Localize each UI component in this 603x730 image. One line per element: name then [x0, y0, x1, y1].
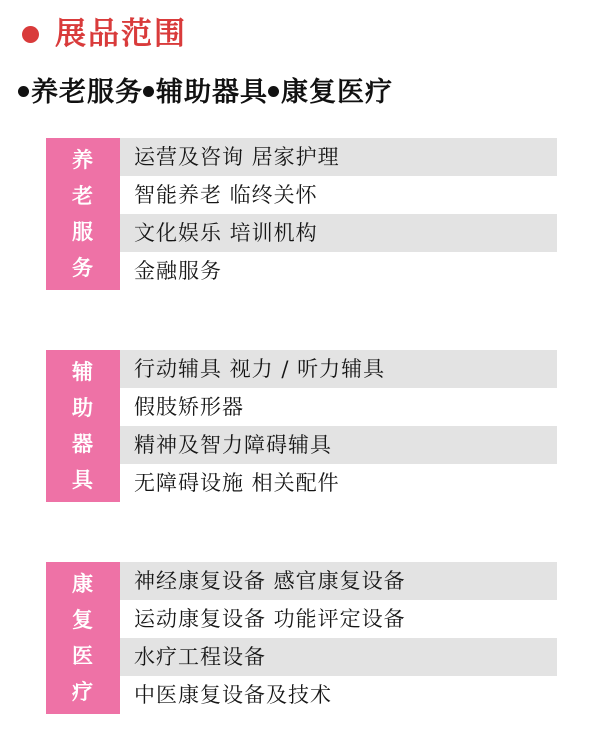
category-char: 疗 [72, 679, 94, 705]
list-item: 运营及咨询 居家护理 [120, 138, 557, 176]
list-item: 无障碍设施 相关配件 [120, 464, 557, 502]
category-rows [120, 350, 557, 502]
category-char: 老 [72, 183, 94, 209]
category-rows [120, 138, 557, 290]
category-rows [120, 562, 557, 714]
list-item: 运动康复设备 功能评定设备 [120, 600, 557, 638]
category-block-assistive-devices [22, 350, 581, 502]
subtitle-item-1: 养老服务 [31, 77, 143, 108]
category-char: 复 [72, 607, 94, 633]
bullet-icon [22, 26, 39, 43]
list-item: 神经康复设备 感官康复设备 [120, 562, 557, 600]
list-item: 中医康复设备及技术 [120, 676, 557, 714]
category-char: 康 [72, 571, 94, 597]
category-label-elderly-services [46, 138, 120, 290]
category-char: 器 [72, 431, 94, 457]
dot-icon [143, 86, 154, 97]
list-item: 文化娱乐 培训机构 [120, 214, 557, 252]
list-item: 行动辅具 视力 / 听力辅具 [120, 350, 557, 388]
list-item: 金融服务 [120, 252, 557, 290]
category-label-assistive-devices [46, 350, 120, 502]
category-char: 医 [72, 643, 94, 669]
category-char: 具 [72, 467, 94, 493]
category-label-rehabilitation [46, 562, 120, 714]
category-char: 助 [72, 395, 94, 421]
dot-icon [18, 86, 29, 97]
list-item: 水疗工程设备 [120, 638, 557, 676]
page-title-row [0, 0, 603, 56]
subtitle-item-3: 康复医疗 [281, 77, 393, 108]
list-item: 假肢矫形器 [120, 388, 557, 426]
dot-icon [268, 86, 279, 97]
subtitle-item-2: 辅助器具 [156, 77, 268, 108]
page-title: 展品范围 [55, 15, 187, 52]
subtitle [0, 56, 603, 109]
category-char: 服 [72, 219, 94, 245]
category-block-elderly-services [22, 138, 581, 290]
category-char: 辅 [72, 359, 94, 385]
category-char: 养 [72, 147, 94, 173]
list-item: 精神及智力障碍辅具 [120, 426, 557, 464]
list-item: 智能养老 临终关怀 [120, 176, 557, 214]
category-char: 务 [72, 255, 94, 281]
category-block-rehabilitation [22, 562, 581, 714]
